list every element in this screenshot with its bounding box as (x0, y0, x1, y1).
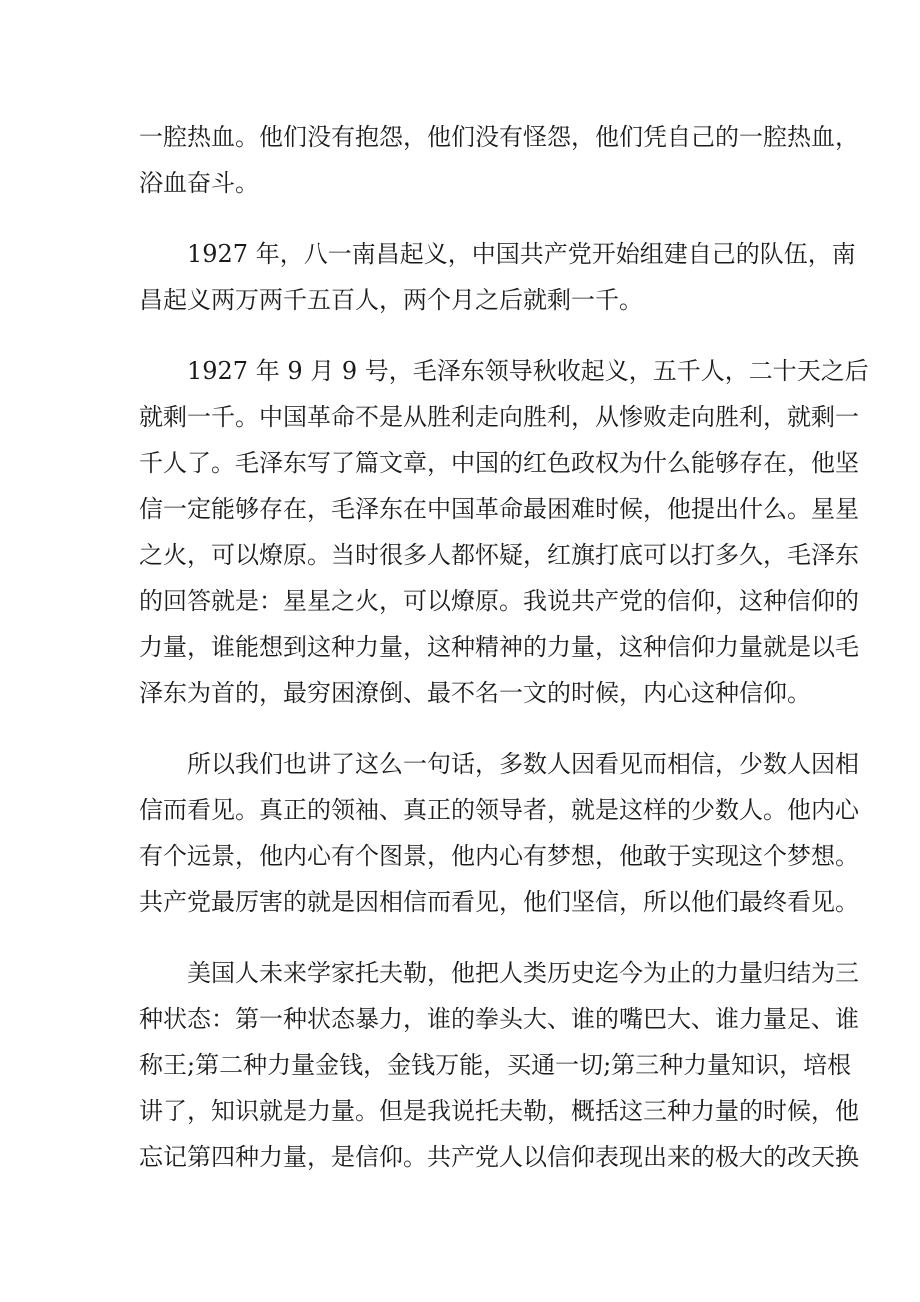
text-line: 有个远景，他内心有个图景，他内心有梦想，他敢于实现这个梦想。 (139, 842, 859, 870)
text-line: 一腔热血。他们没有抱怨，他们没有怪怨，他们凭自己的一腔热血， (139, 123, 859, 151)
text-line: 所以我们也讲了这么一句话，多数人因看见而相信，少数人因相 (187, 750, 859, 778)
text-line: 信而看见。真正的领袖、真正的领导者，就是这样的少数人。他内心 (139, 796, 859, 824)
text-line: 浴血奋斗。 (139, 169, 259, 197)
paragraph-4 (139, 741, 859, 925)
text-line: 1927 年，八一南昌起义，中国共产党开始组建自己的队伍，南 (187, 240, 856, 268)
text-line: 信一定能够存在，毛泽东在中国革命最困难时候，他提出什么。星星 (139, 495, 859, 523)
paragraph-1 (139, 114, 859, 206)
text-line: 千人了。毛泽东写了篇文章，中国的红色政权为什么能够存在，他坚 (139, 449, 859, 477)
text-line: 1927 年 9 月 9 号，毛泽东领导秋收起义，五千人，二十天之后 (187, 357, 869, 385)
text-line: 共产党最厉害的就是因相信而看见，他们坚信，所以他们最终看见。 (139, 888, 859, 916)
text-line: 美国人未来学家托夫勒，他把人类历史迄今为止的力量归结为三 (187, 959, 859, 987)
text-line: 讲了，知识就是力量。但是我说托夫勒，概括这三种力量的时候，他 (139, 1097, 859, 1125)
paragraph-2 (139, 231, 856, 323)
text-line: 种状态：第一种状态暴力，谁的拳头大、谁的嘴巴大、谁力量足、谁 (139, 1005, 859, 1033)
text-line: 泽东为首的，最穷困潦倒、最不名一文的时候，内心这种信仰。 (139, 679, 811, 707)
text-line: 昌起义两万两千五百人，两个月之后就剩一千。 (139, 286, 643, 314)
paragraph-3 (139, 348, 869, 716)
document-page (139, 114, 869, 1205)
text-line: 忘记第四种力量，是信仰。共产党人以信仰表现出来的极大的改天换 (139, 1143, 859, 1171)
text-line: 就剩一千。中国革命不是从胜利走向胜利，从惨败走向胜利，就剩一 (139, 403, 859, 431)
text-line: 之火，可以燎原。当时很多人都怀疑，红旗打底可以打多久，毛泽东 (139, 541, 859, 569)
text-line: 称王;第二种力量金钱，金钱万能，买通一切;第三种力量知识，培根 (139, 1051, 852, 1079)
text-line: 力量，谁能想到这种力量，这种精神的力量，这种信仰力量就是以毛 (139, 633, 859, 661)
paragraph-5 (139, 950, 859, 1180)
text-line: 的回答就是：星星之火，可以燎原。我说共产党的信仰，这种信仰的 (139, 587, 859, 615)
